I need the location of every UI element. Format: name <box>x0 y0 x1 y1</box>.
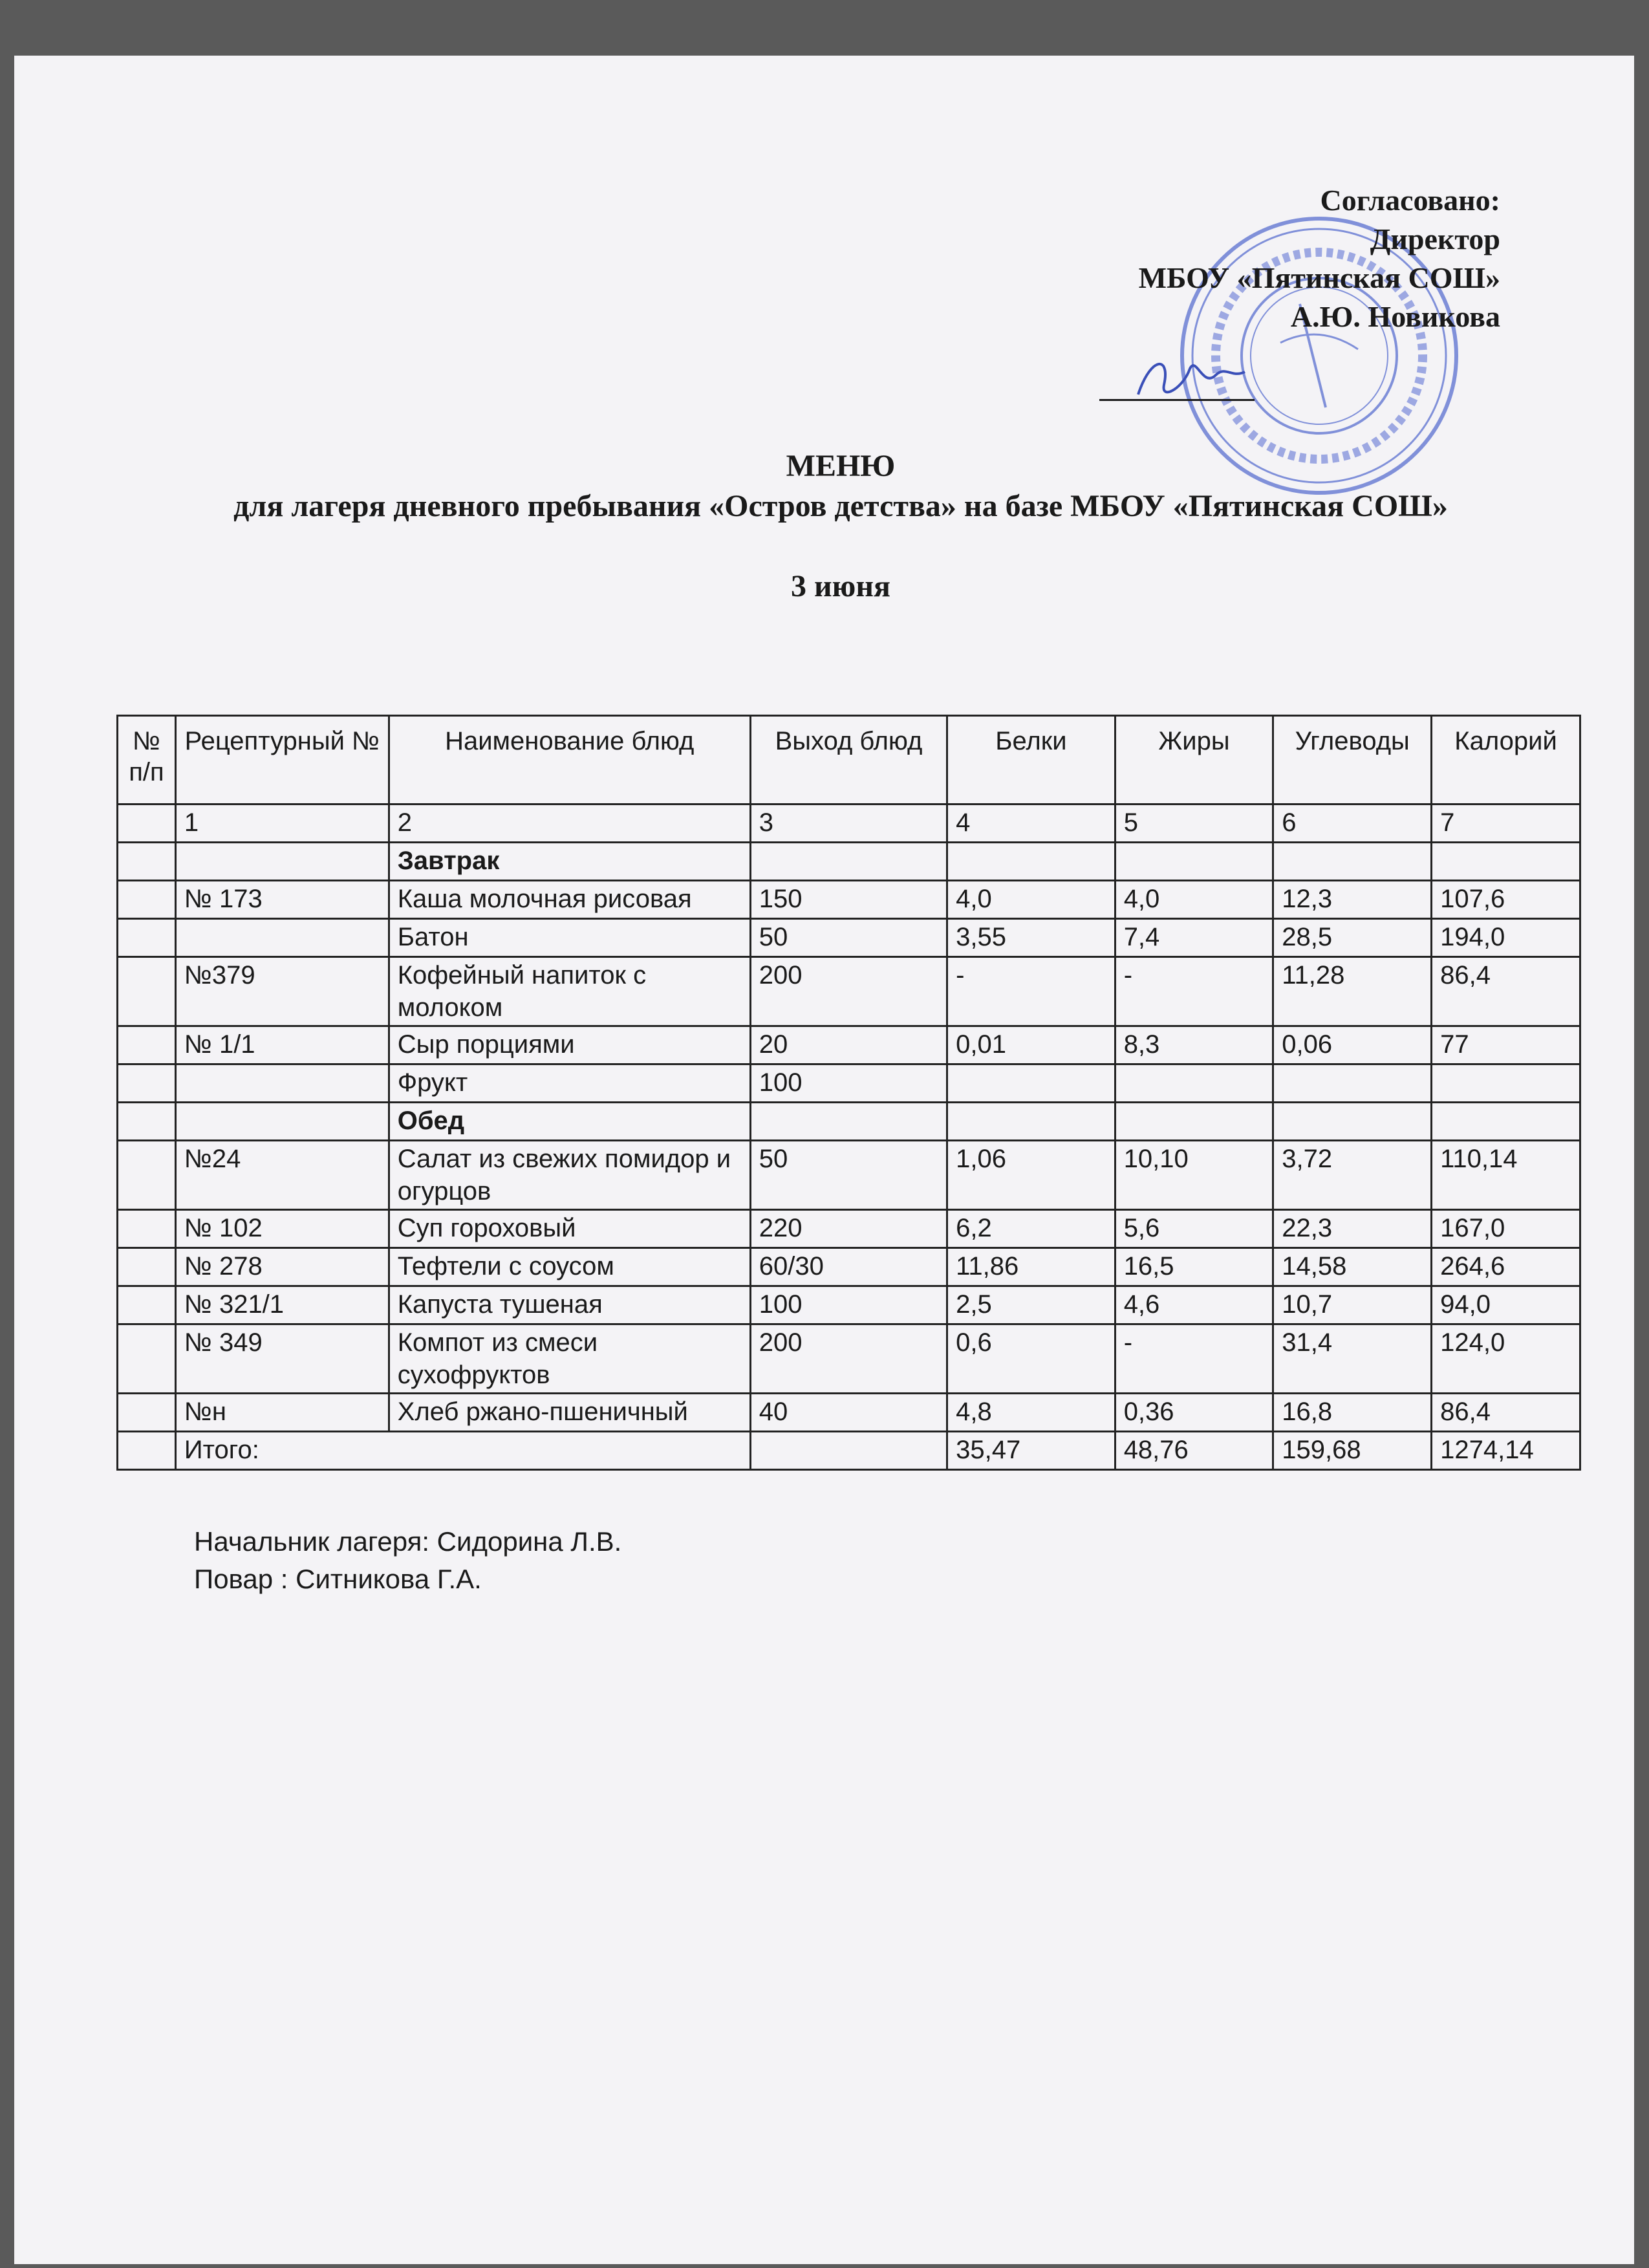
header-dish-name: Наименование блюд <box>389 716 750 805</box>
calories: 107,6 <box>1432 881 1580 919</box>
calories: 77 <box>1432 1026 1580 1064</box>
header-carbs: Углеводы <box>1273 716 1432 805</box>
proteins: 0,01 <box>947 1026 1116 1064</box>
calories <box>1432 1103 1580 1141</box>
calories: 124,0 <box>1432 1324 1580 1394</box>
table-row <box>118 1210 1580 1248</box>
total-num-cell <box>118 1432 176 1470</box>
recipe-number: № 102 <box>175 1210 389 1248</box>
carbs <box>1273 1064 1432 1103</box>
calories: 94,0 <box>1432 1286 1580 1324</box>
approval-name: А.Ю. Новикова <box>1290 300 1500 333</box>
recipe-number: №379 <box>175 957 389 1026</box>
colnum-cell <box>118 805 176 843</box>
dish-name: Каша молочная рисовая <box>389 881 750 919</box>
proteins <box>947 843 1116 881</box>
dish-output <box>750 843 947 881</box>
dish-name: Завтрак <box>389 843 750 881</box>
table-row <box>118 1026 1580 1064</box>
total-output-cell <box>750 1432 947 1470</box>
total-row <box>118 1432 1580 1470</box>
colnum-cell: 3 <box>750 805 947 843</box>
fats: 0,36 <box>1115 1394 1273 1432</box>
carbs <box>1273 843 1432 881</box>
calories: 194,0 <box>1432 919 1580 957</box>
approval-block <box>1009 181 1500 336</box>
table-row <box>118 843 1580 881</box>
total-carbs: 159,68 <box>1273 1432 1432 1470</box>
colnum-cell: 6 <box>1273 805 1432 843</box>
calories: 264,6 <box>1432 1248 1580 1286</box>
proteins <box>947 1103 1116 1141</box>
dish-name: Салат из свежих помидор и огурцов <box>389 1141 750 1210</box>
page-title: МЕНЮ <box>786 449 896 483</box>
row-num <box>118 1394 176 1432</box>
header-calories: Калорий <box>1432 716 1580 805</box>
proteins: 3,55 <box>947 919 1116 957</box>
dish-name: Батон <box>389 919 750 957</box>
recipe-number: № 1/1 <box>175 1026 389 1064</box>
row-num <box>118 1248 176 1286</box>
fats: 4,6 <box>1115 1286 1273 1324</box>
fats <box>1115 843 1273 881</box>
dish-output: 200 <box>750 957 947 1026</box>
dish-output: 40 <box>750 1394 947 1432</box>
row-num <box>118 1064 176 1103</box>
table-row <box>118 957 1580 1026</box>
calories: 167,0 <box>1432 1210 1580 1248</box>
colnum-cell: 4 <box>947 805 1116 843</box>
recipe-number <box>175 843 389 881</box>
header-recipe: Рецептурный № <box>175 716 389 805</box>
colnum-cell: 2 <box>389 805 750 843</box>
recipe-number: № 321/1 <box>175 1286 389 1324</box>
calories <box>1432 843 1580 881</box>
table-row <box>118 1064 1580 1103</box>
dish-output: 150 <box>750 881 947 919</box>
header-num: № п/п <box>118 716 176 805</box>
total-label: Итого: <box>175 1432 750 1470</box>
proteins: 4,0 <box>947 881 1116 919</box>
table-header-row <box>118 716 1580 805</box>
menu-table <box>116 715 1581 1471</box>
row-num <box>118 843 176 881</box>
row-num <box>118 1141 176 1210</box>
fats: - <box>1115 1324 1273 1394</box>
carbs <box>1273 1103 1432 1141</box>
total-fats: 48,76 <box>1115 1432 1273 1470</box>
fats <box>1115 1064 1273 1103</box>
proteins: 4,8 <box>947 1394 1116 1432</box>
dish-output: 20 <box>750 1026 947 1064</box>
dish-output: 50 <box>750 919 947 957</box>
recipe-number <box>175 1064 389 1103</box>
dish-output: 200 <box>750 1324 947 1394</box>
dish-name: Капуста тушеная <box>389 1286 750 1324</box>
recipe-number: №24 <box>175 1141 389 1210</box>
dish-name: Кофейный напиток с молоком <box>389 957 750 1026</box>
row-num <box>118 1324 176 1394</box>
fats: 5,6 <box>1115 1210 1273 1248</box>
row-num <box>118 957 176 1026</box>
row-num <box>118 1103 176 1141</box>
cook: Повар : Ситникова Г.А. <box>194 1564 482 1594</box>
proteins <box>947 1064 1116 1103</box>
camp-head: Начальник лагеря: Сидорина Л.В. <box>194 1526 622 1557</box>
handwritten-signature <box>1125 349 1255 407</box>
colnum-cell: 1 <box>175 805 389 843</box>
proteins: - <box>947 957 1116 1026</box>
column-number-row <box>118 805 1580 843</box>
fats: - <box>1115 957 1273 1026</box>
fats: 16,5 <box>1115 1248 1273 1286</box>
recipe-number <box>175 1103 389 1141</box>
fats: 8,3 <box>1115 1026 1273 1064</box>
fats <box>1115 1103 1273 1141</box>
table-row <box>118 1324 1580 1394</box>
dish-name: Хлеб ржано-пшеничный <box>389 1394 750 1432</box>
dish-output: 60/30 <box>750 1248 947 1286</box>
carbs: 10,7 <box>1273 1286 1432 1324</box>
table-row <box>118 1394 1580 1432</box>
table-row <box>118 1141 1580 1210</box>
page-date: 3 июня <box>791 569 890 603</box>
dish-name: Компот из смеси сухофруктов <box>389 1324 750 1394</box>
carbs: 14,58 <box>1273 1248 1432 1286</box>
carbs: 16,8 <box>1273 1394 1432 1432</box>
colnum-cell: 5 <box>1115 805 1273 843</box>
table-row <box>118 1103 1580 1141</box>
table-row <box>118 1286 1580 1324</box>
carbs: 3,72 <box>1273 1141 1432 1210</box>
recipe-number: №н <box>175 1394 389 1432</box>
header-output: Выход блюд <box>750 716 947 805</box>
fats: 10,10 <box>1115 1141 1273 1210</box>
dish-name: Фрукт <box>389 1064 750 1103</box>
page-subtitle: для лагеря дневного пребывания «Остров детства» на базе МБОУ «Пятинская СОШ» <box>233 489 1448 523</box>
calories: 86,4 <box>1432 1394 1580 1432</box>
menu-table-body <box>118 843 1580 1470</box>
approval-organization: МБОУ «Пятинская СОШ» <box>1138 261 1500 294</box>
dish-name: Сыр порциями <box>389 1026 750 1064</box>
carbs: 12,3 <box>1273 881 1432 919</box>
row-num <box>118 1286 176 1324</box>
dish-output: 220 <box>750 1210 947 1248</box>
dish-output: 100 <box>750 1064 947 1103</box>
calories: 86,4 <box>1432 957 1580 1026</box>
approval-label: Согласовано: <box>1320 184 1500 217</box>
proteins: 1,06 <box>947 1141 1116 1210</box>
carbs: 22,3 <box>1273 1210 1432 1248</box>
recipe-number: № 173 <box>175 881 389 919</box>
dish-name: Суп гороховый <box>389 1210 750 1248</box>
carbs: 0,06 <box>1273 1026 1432 1064</box>
dish-output <box>750 1103 947 1141</box>
fats: 7,4 <box>1115 919 1273 957</box>
proteins: 6,2 <box>947 1210 1116 1248</box>
recipe-number: № 278 <box>175 1248 389 1286</box>
row-num <box>118 1210 176 1248</box>
fats: 4,0 <box>1115 881 1273 919</box>
carbs: 31,4 <box>1273 1324 1432 1394</box>
row-num <box>118 881 176 919</box>
table-row <box>118 919 1580 957</box>
recipe-number: № 349 <box>175 1324 389 1394</box>
dish-output: 100 <box>750 1286 947 1324</box>
carbs: 28,5 <box>1273 919 1432 957</box>
proteins: 11,86 <box>947 1248 1116 1286</box>
calories <box>1432 1064 1580 1103</box>
total-calories: 1274,14 <box>1432 1432 1580 1470</box>
carbs: 11,28 <box>1273 957 1432 1026</box>
total-proteins: 35,47 <box>947 1432 1116 1470</box>
dish-name: Обед <box>389 1103 750 1141</box>
header-proteins: Белки <box>947 716 1116 805</box>
table-row <box>118 1248 1580 1286</box>
colnum-cell: 7 <box>1432 805 1580 843</box>
recipe-number <box>175 919 389 957</box>
approval-position: Директор <box>1370 222 1500 255</box>
dish-name: Тефтели с соусом <box>389 1248 750 1286</box>
proteins: 0,6 <box>947 1324 1116 1394</box>
header-fats: Жиры <box>1115 716 1273 805</box>
table-row <box>118 881 1580 919</box>
calories: 110,14 <box>1432 1141 1580 1210</box>
footer-signatures <box>194 1523 621 1598</box>
dish-output: 50 <box>750 1141 947 1210</box>
row-num <box>118 1026 176 1064</box>
row-num <box>118 919 176 957</box>
proteins: 2,5 <box>947 1286 1116 1324</box>
